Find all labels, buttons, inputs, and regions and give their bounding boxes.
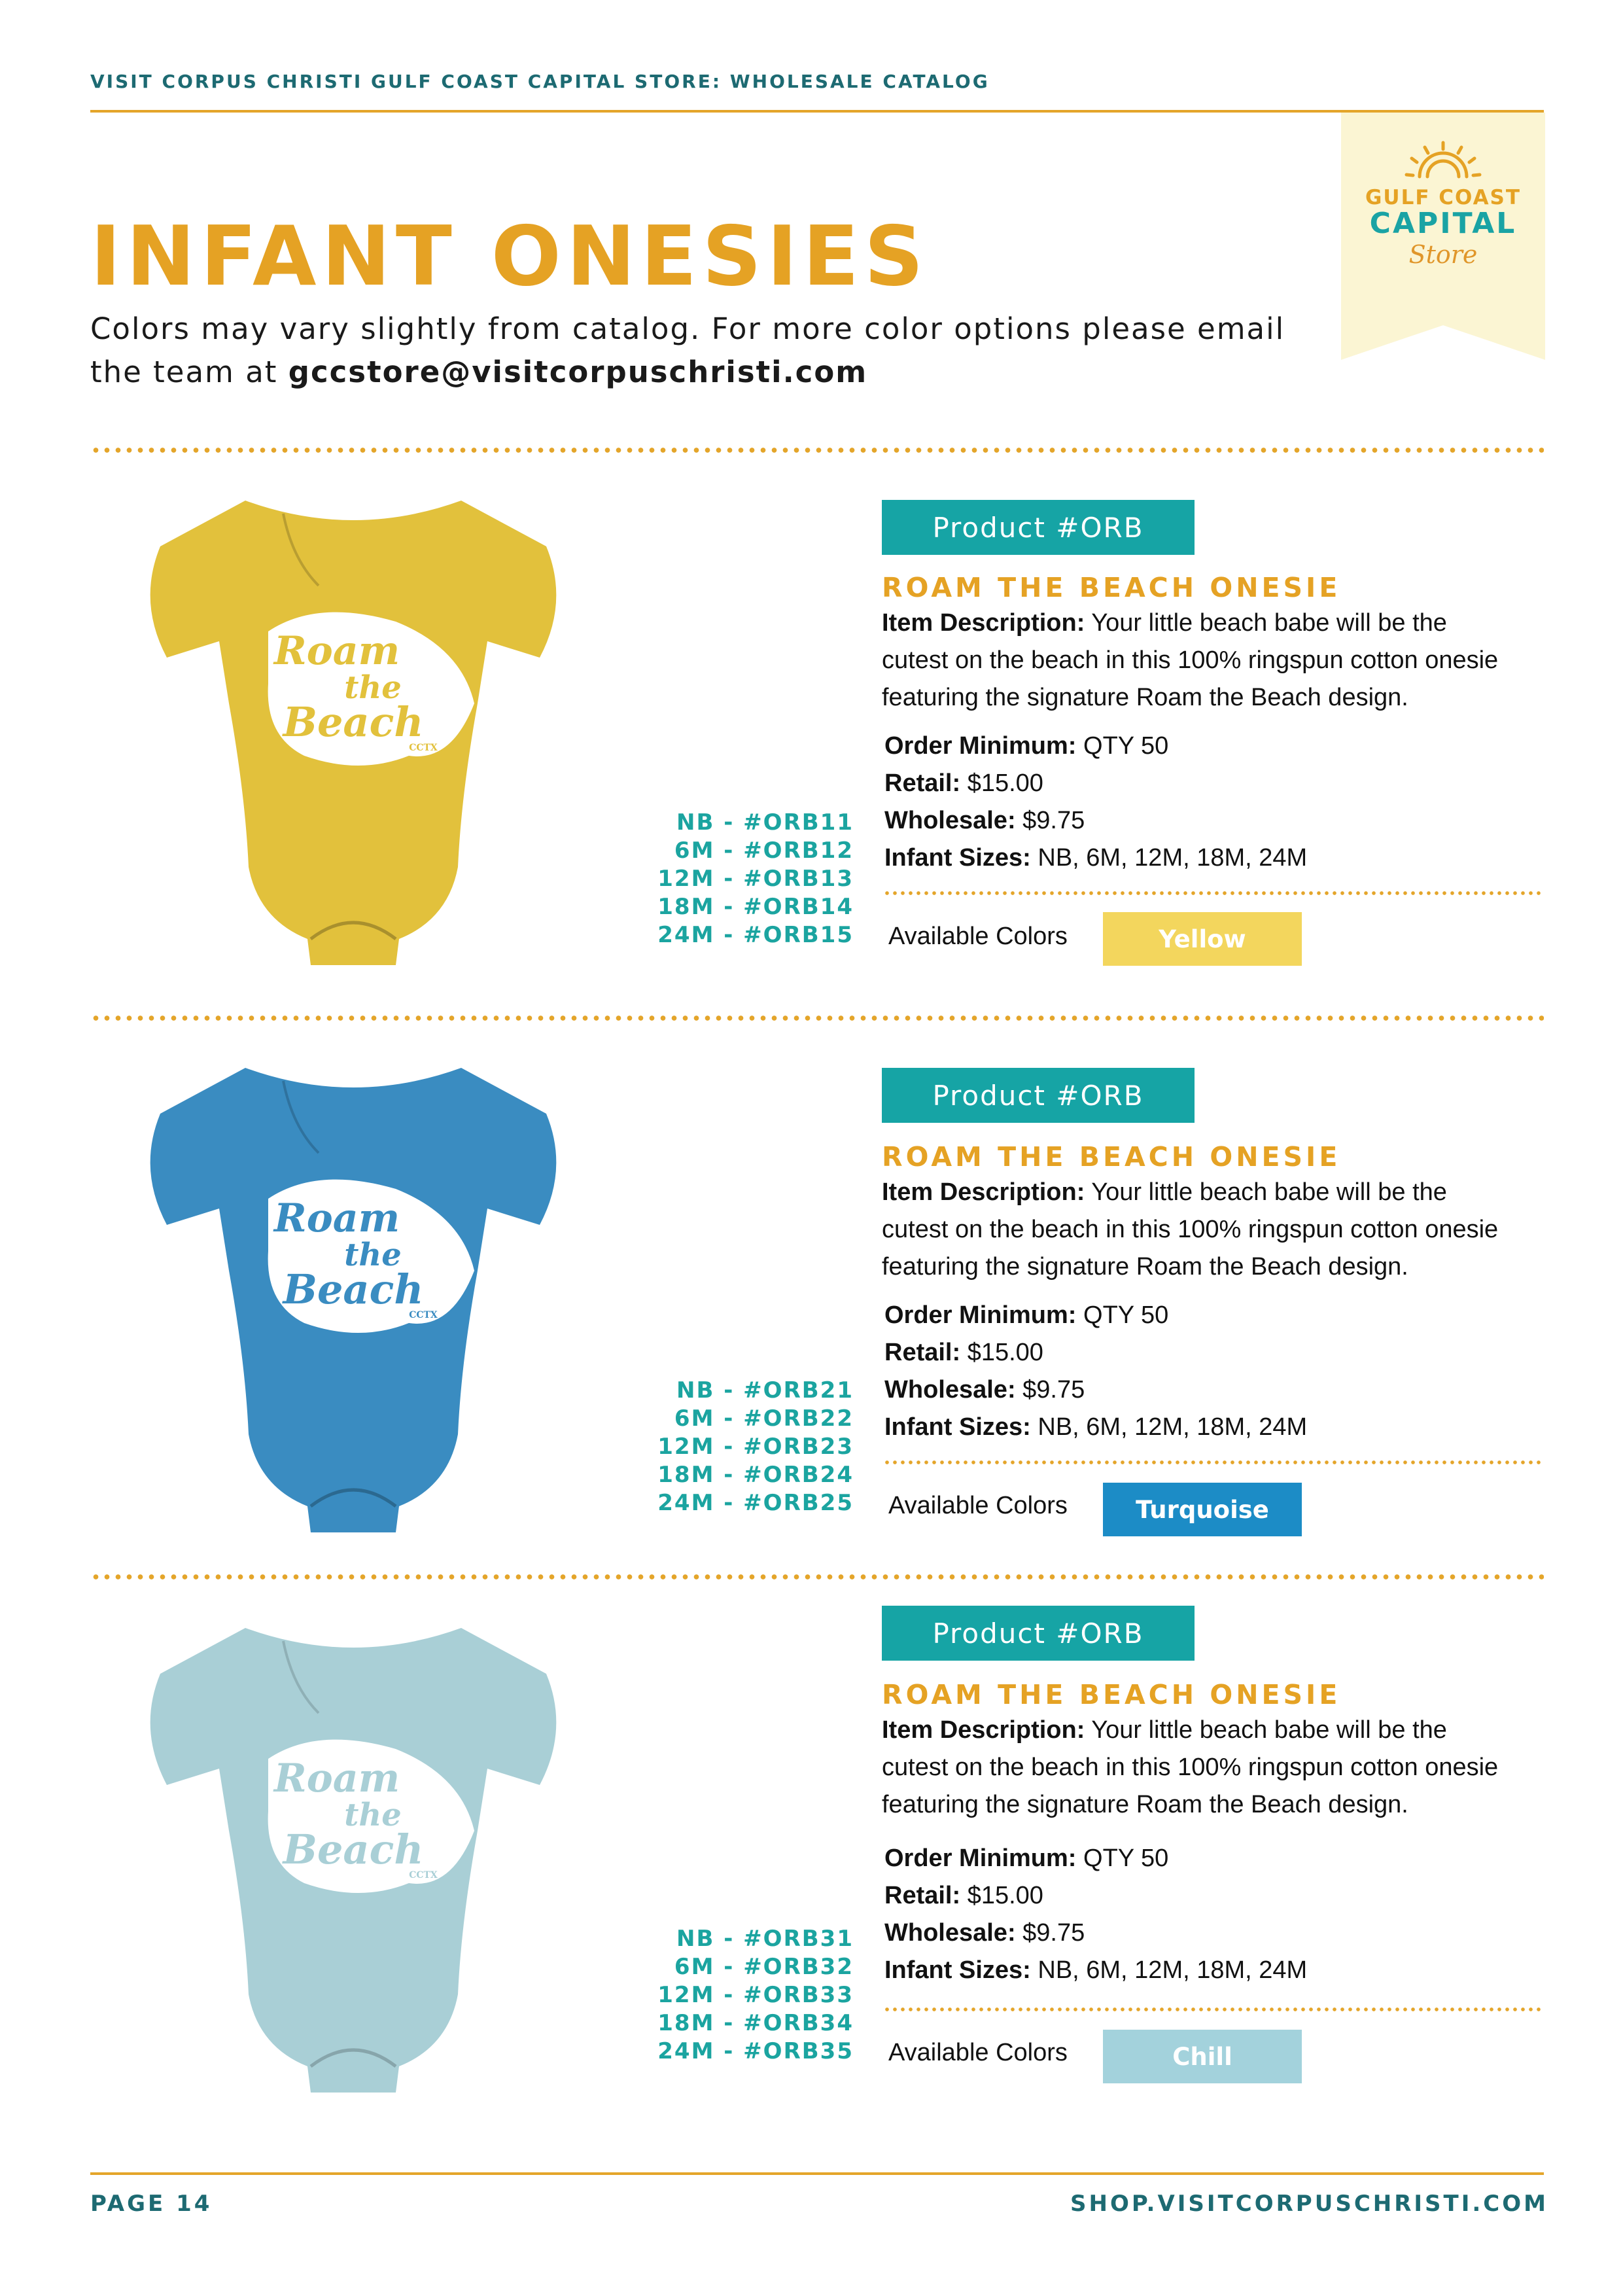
logo-line3: Store <box>1408 240 1478 269</box>
product-specs <box>884 1297 1307 1446</box>
graphic-tag: CCTX <box>409 1310 438 1320</box>
product-title: ROAM THE BEACH ONESIE <box>882 1141 1341 1173</box>
contact-email-link[interactable]: gccstore@visitcorpuschristi.com <box>288 355 868 389</box>
spec-value: QTY 50 <box>1076 1845 1169 1872</box>
graphic-word-beach: Beach <box>283 1265 424 1313</box>
graphic-word-beach: Beach <box>283 698 424 746</box>
spec-divider <box>883 2007 1543 2011</box>
wholesale-price <box>884 1371 1307 1409</box>
onesie-image <box>121 1055 589 1552</box>
spec-value: $9.75 <box>1015 1376 1085 1404</box>
sku-item: 18M - #ORB34 <box>657 2010 854 2036</box>
sku-item: NB - #ORB21 <box>676 1377 854 1404</box>
order-minimum <box>884 1297 1307 1334</box>
item-description <box>882 1712 1556 1824</box>
spec-label: Wholesale: <box>884 807 1016 834</box>
spec-value: $9.75 <box>1015 807 1085 834</box>
spec-label: Infant Sizes: <box>884 844 1031 872</box>
spec-value: $15.00 <box>960 769 1043 797</box>
spec-value: $15.00 <box>960 1882 1043 1909</box>
graphic-word-roam: Roam <box>273 1756 400 1801</box>
product-title: ROAM THE BEACH ONESIE <box>882 572 1341 603</box>
intro-sentence: Colors may vary slightly from catalog. For more color options please email the team at <box>90 311 1285 389</box>
product-specs <box>884 728 1307 877</box>
logo-line2: CAPITAL <box>1369 207 1517 240</box>
infant-sizes <box>884 1952 1307 1989</box>
sku-item: 6M - #ORB32 <box>674 1954 854 1980</box>
product-number-badge: Product #ORB <box>882 500 1195 555</box>
sku-item: 12M - #ORB33 <box>657 1982 854 2008</box>
sku-list <box>628 1925 854 2066</box>
sku-item: 24M - #ORB25 <box>657 1490 854 1516</box>
logo-line1: GULF COAST <box>1365 186 1522 209</box>
sku-item: 24M - #ORB15 <box>657 922 854 948</box>
spec-value: NB, 6M, 12M, 18M, 24M <box>1030 844 1308 872</box>
spec-label: Retail: <box>884 1339 961 1366</box>
desc-line: featuring the signature Roam the Beach design. <box>882 684 1408 711</box>
sun-icon <box>1406 143 1480 177</box>
product-title: ROAM THE BEACH ONESIE <box>882 1679 1341 1710</box>
spec-label: Infant Sizes: <box>884 1413 1031 1441</box>
color-swatch: Turquoise <box>1103 1483 1302 1536</box>
order-minimum <box>884 1840 1307 1877</box>
color-swatch: Chill <box>1103 2030 1302 2083</box>
infant-sizes <box>884 1409 1307 1446</box>
desc-label: Item Description: <box>882 609 1085 637</box>
spec-value: $9.75 <box>1015 1919 1085 1947</box>
infant-sizes <box>884 839 1307 877</box>
sku-list <box>628 809 854 949</box>
spec-label: Order Minimum: <box>884 1845 1077 1872</box>
sku-item: 6M - #ORB12 <box>674 838 854 864</box>
graphic-word-the: the <box>344 1237 402 1273</box>
desc-line: Your little beach babe will be the <box>1085 1716 1447 1744</box>
spec-value: NB, 6M, 12M, 18M, 24M <box>1030 1413 1308 1441</box>
sku-list <box>628 1377 854 1517</box>
color-swatch: Yellow <box>1103 912 1302 966</box>
retail-price <box>884 1877 1307 1915</box>
page-number: PAGE 14 <box>90 2191 213 2217</box>
sku-item: NB - #ORB11 <box>676 809 854 836</box>
desc-line: featuring the signature Roam the Beach design. <box>882 1253 1408 1280</box>
spec-label: Order Minimum: <box>884 1301 1077 1329</box>
spec-value: NB, 6M, 12M, 18M, 24M <box>1030 1956 1308 1984</box>
store-logo <box>1354 139 1532 283</box>
spec-value: $15.00 <box>960 1339 1043 1366</box>
catalog-header: VISIT CORPUS CHRISTI GULF COAST CAPITAL STORE: WHOLESALE CATALOG <box>90 71 990 92</box>
desc-line: cutest on the beach in this 100% ringspun cotton onesie <box>882 646 1499 674</box>
item-description <box>882 1174 1556 1286</box>
item-description <box>882 605 1556 716</box>
sku-item: 12M - #ORB23 <box>657 1434 854 1460</box>
spec-value: QTY 50 <box>1076 1301 1169 1329</box>
spec-label: Wholesale: <box>884 1376 1016 1404</box>
desc-label: Item Description: <box>882 1178 1085 1206</box>
desc-line: cutest on the beach in this 100% ringspun cotton onesie <box>882 1754 1499 1781</box>
graphic-word-the: the <box>344 1797 402 1833</box>
desc-line: cutest on the beach in this 100% ringspun cotton onesie <box>882 1216 1499 1243</box>
order-minimum <box>884 728 1307 765</box>
available-colors-label: Available Colors <box>888 2039 1068 2066</box>
product-specs <box>884 1840 1307 1989</box>
section-divider <box>90 1016 1544 1021</box>
graphic-tag: CCTX <box>409 743 438 753</box>
spec-label: Retail: <box>884 769 961 797</box>
wholesale-price <box>884 1915 1307 1952</box>
onesie-image <box>121 487 589 985</box>
spec-divider <box>883 1460 1543 1464</box>
spec-label: Infant Sizes: <box>884 1956 1031 1984</box>
spec-label: Order Minimum: <box>884 732 1077 760</box>
wholesale-price <box>884 802 1307 839</box>
retail-price <box>884 765 1307 802</box>
sku-item: 12M - #ORB13 <box>657 866 854 892</box>
desc-line: featuring the signature Roam the Beach design. <box>882 1791 1408 1818</box>
graphic-word-roam: Roam <box>273 628 400 674</box>
available-colors-label: Available Colors <box>888 923 1068 950</box>
spec-divider <box>883 891 1543 895</box>
desc-line: Your little beach babe will be the <box>1085 609 1447 637</box>
onesie-image <box>121 1615 589 2112</box>
desc-line: Your little beach babe will be the <box>1085 1178 1447 1206</box>
spec-label: Wholesale: <box>884 1919 1016 1947</box>
spec-label: Retail: <box>884 1882 961 1909</box>
retail-price <box>884 1334 1307 1371</box>
graphic-word-the: the <box>344 669 402 706</box>
graphic-word-beach: Beach <box>283 1826 424 1873</box>
sku-item: 24M - #ORB35 <box>657 2038 854 2064</box>
page-title: INFANT ONESIES <box>90 208 929 304</box>
product-number-badge: Product #ORB <box>882 1606 1195 1661</box>
sku-item: 6M - #ORB22 <box>674 1405 854 1432</box>
graphic-tag: CCTX <box>409 1870 438 1881</box>
section-divider <box>90 1574 1544 1580</box>
spec-value: QTY 50 <box>1076 732 1169 760</box>
header-divider <box>90 110 1544 113</box>
sku-item: 18M - #ORB14 <box>657 894 854 920</box>
desc-label: Item Description: <box>882 1716 1085 1744</box>
section-divider <box>90 448 1544 453</box>
sku-item: NB - #ORB31 <box>676 1926 854 1952</box>
footer-divider <box>90 2172 1544 2175</box>
intro-text <box>90 308 1333 394</box>
available-colors-label: Available Colors <box>888 1492 1068 1519</box>
graphic-word-roam: Roam <box>273 1195 400 1241</box>
shop-url-link[interactable]: SHOP.VISITCORPUSCHRISTI.COM <box>1070 2191 1548 2217</box>
product-number-badge: Product #ORB <box>882 1068 1195 1123</box>
sku-item: 18M - #ORB24 <box>657 1462 854 1488</box>
